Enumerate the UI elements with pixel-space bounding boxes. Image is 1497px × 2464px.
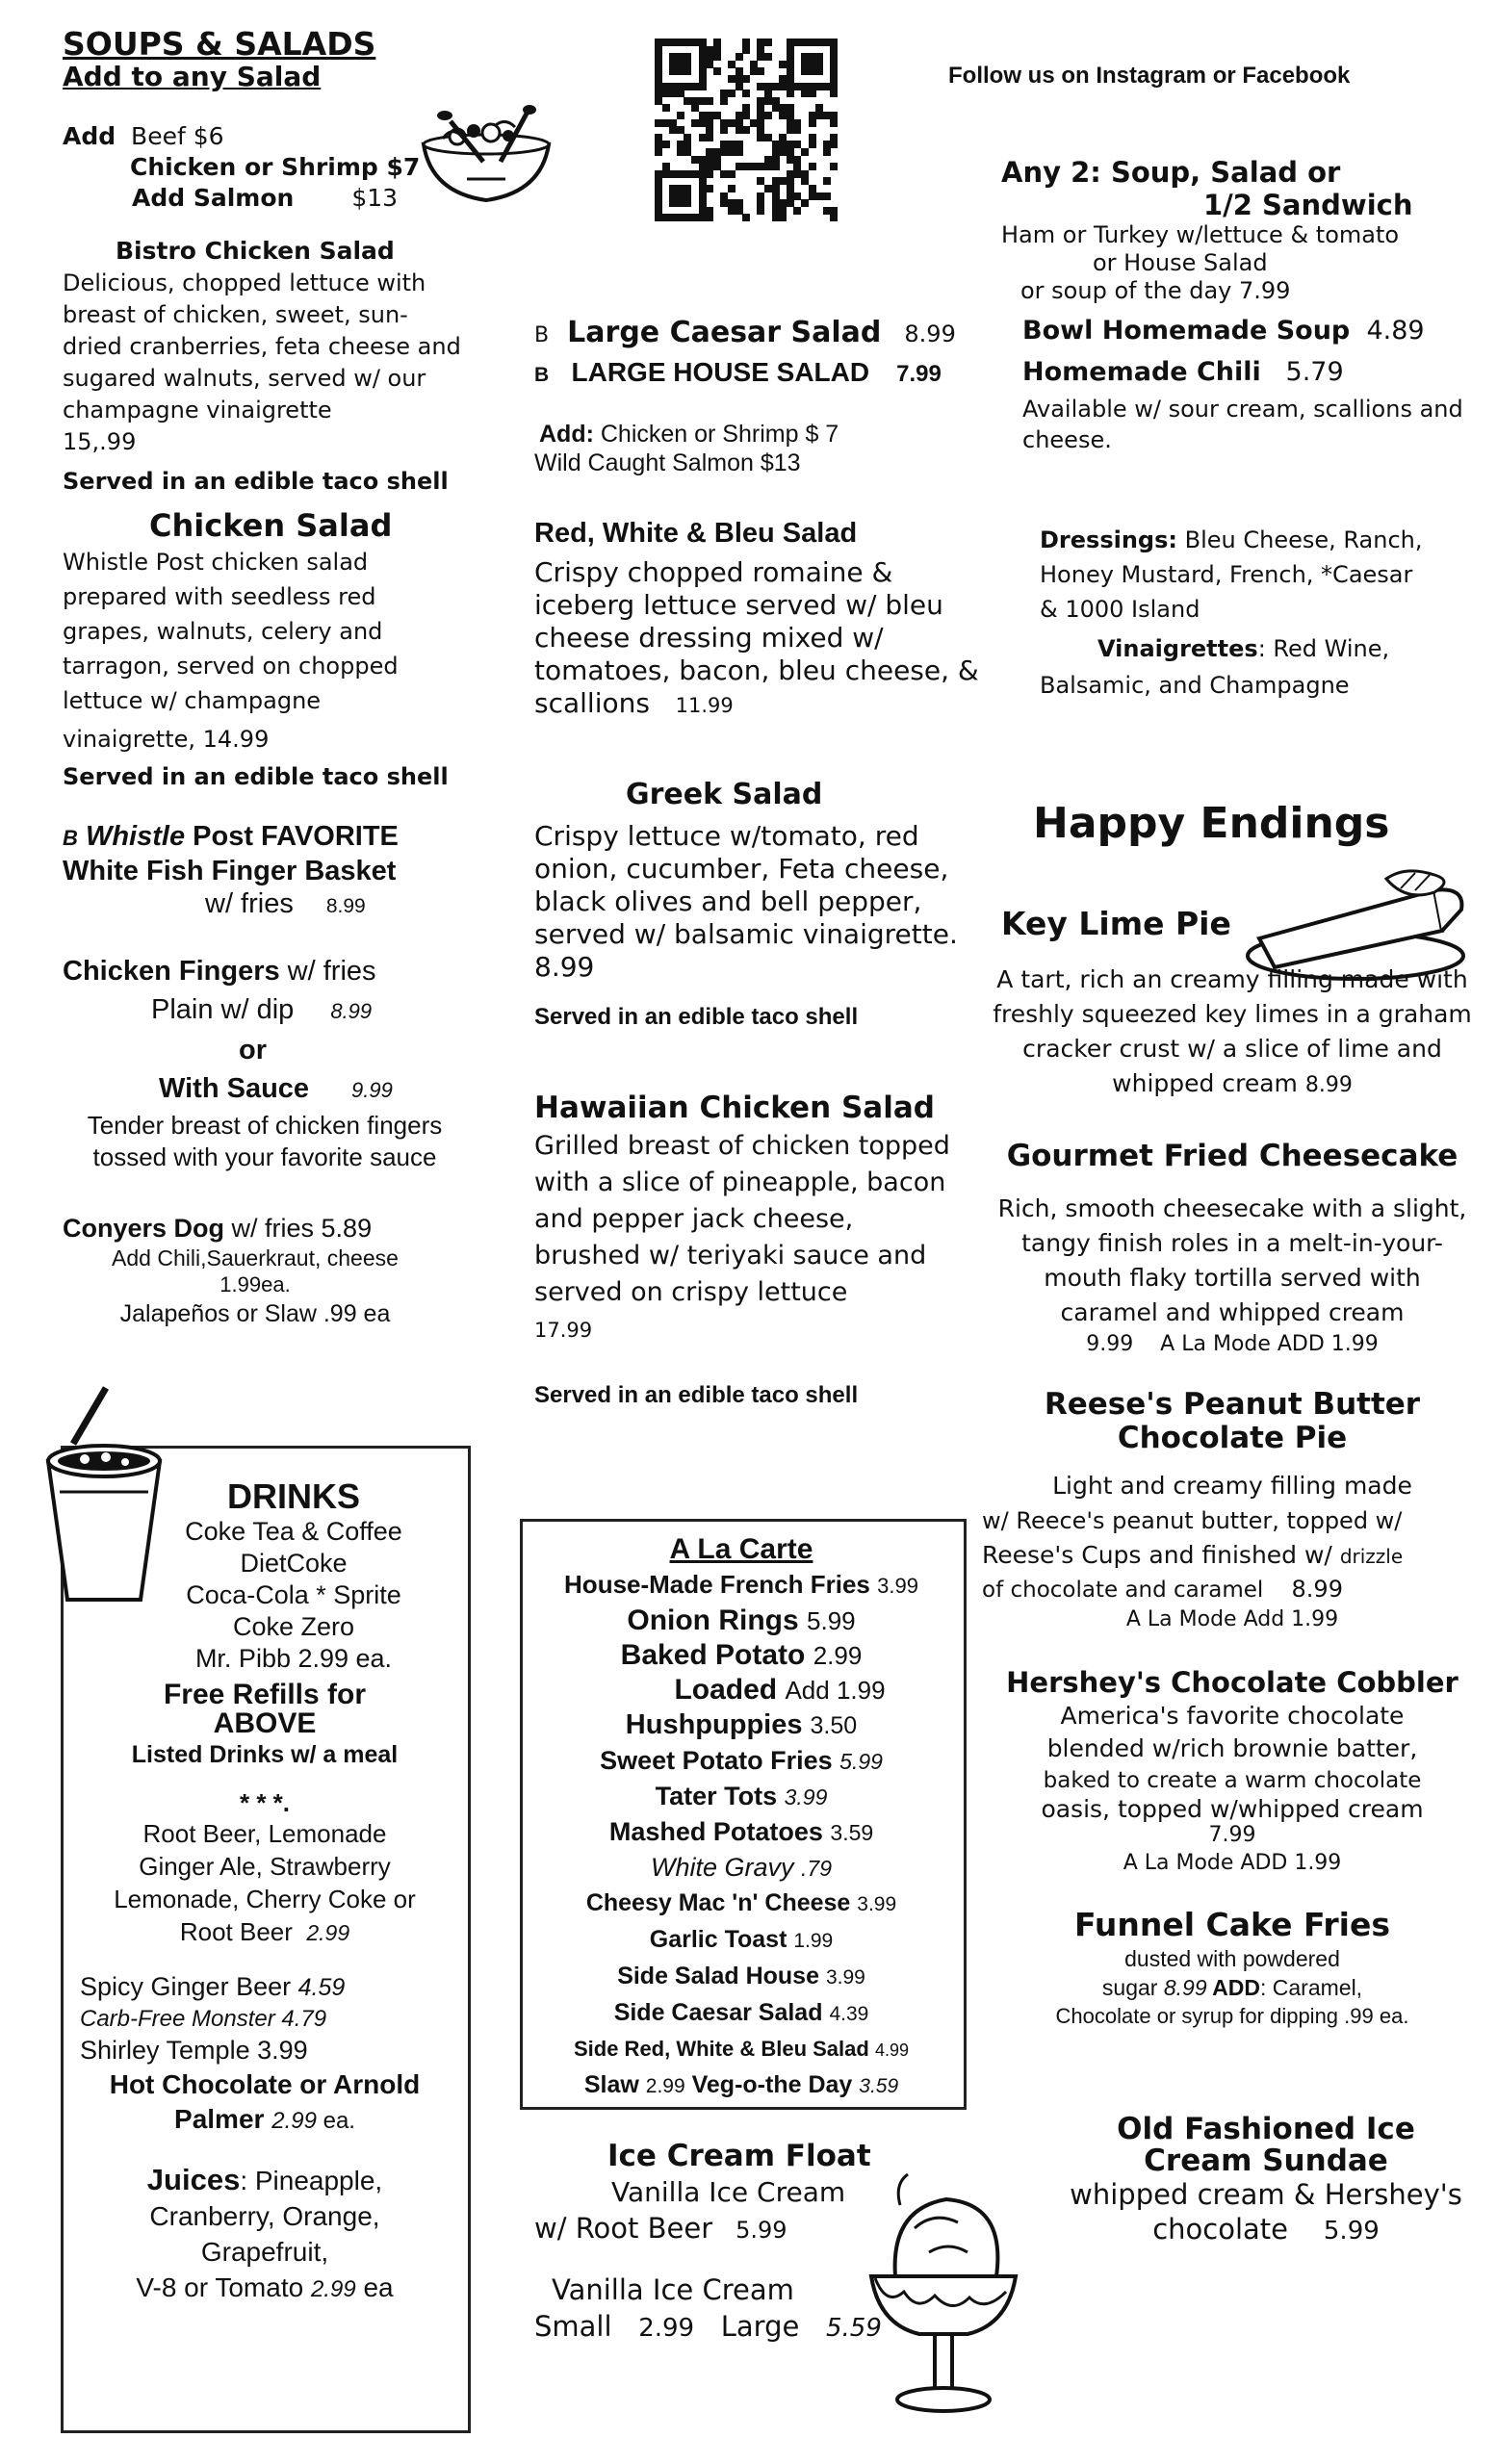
qr-module	[793, 126, 801, 134]
qr-module	[757, 207, 764, 215]
whistle-line2: White Fish Finger Basket	[63, 856, 397, 886]
homemade-chili: Homemade Chili 5.79	[1022, 357, 1344, 387]
qr-module	[713, 53, 721, 61]
alacarte-item-price: 3.99	[857, 1893, 897, 1915]
qr-module	[706, 185, 713, 192]
alacarte-item-name: Loaded	[674, 1674, 778, 1706]
chicken-salad-title: Chicken Salad	[149, 507, 393, 544]
add-chicken: Chicken or Shrimp $7	[130, 153, 421, 181]
qr-module	[728, 170, 736, 178]
alacarte-item-name: Slaw	[583, 2071, 639, 2098]
cheesecake-title: Gourmet Fried Cheesecake	[1006, 1139, 1458, 1173]
follow-us: Follow us on Instagram or Facebook	[948, 63, 1351, 89]
alacarte-item-name: Cheesy Mac 'n' Cheese	[585, 1889, 851, 1916]
qr-code-icon	[655, 38, 838, 221]
hawaiian-title: Hawaiian Chicken Salad	[534, 1091, 935, 1125]
vanilla-title: Vanilla Ice Cream	[552, 2273, 794, 2306]
qr-module	[736, 53, 743, 61]
dressings: Dressings: Bleu Cheese, Ranch, Honey Mustard, French, *Caesar & 1000 Island	[1040, 526, 1423, 623]
conyers-dog: Conyers Dog w/ fries 5.89 Add Chili,Sauerkraut, cheese 1.99ea. Jalapeños or Slaw .99 ea	[63, 1214, 399, 1327]
qr-module	[793, 207, 801, 215]
sundae-title: Old Fashioned Ice Cream Sundae	[1117, 2112, 1415, 2178]
alacarte-item-name: White Gravy	[650, 1853, 794, 1882]
qr-module	[662, 104, 670, 112]
drinks-title: DRINKS	[226, 1476, 360, 1516]
bowl-soup: Bowl Homemade Soup 4.89	[1022, 316, 1425, 346]
alacarte-item-price: 2.99	[813, 1641, 863, 1670]
qr-module	[655, 148, 662, 156]
qr-module	[823, 192, 831, 200]
alacarte-item	[525, 1567, 958, 1604]
happy-endings-title: Happy Endings	[1033, 799, 1390, 848]
reeses-title: Reese's Peanut Butter Chocolate Pie	[1044, 1387, 1421, 1455]
cheesecake-price: 9.99 A La Mode ADD 1.99	[1086, 1332, 1379, 1356]
qr-module	[830, 90, 838, 97]
alacarte-item	[525, 2067, 958, 2104]
reeses-desc: Light and creamy filling made w/ Reece's peanut butter, topped w/ Reese's Cups and finished w/ drizzle of chocolate and caramel 8.99 A La Mode Add 1.99	[982, 1472, 1412, 1631]
qr-module	[779, 214, 787, 221]
free-refills: Free Refills for ABOVE Listed Drinks w/ a meal	[131, 1679, 399, 1768]
qr-module	[757, 67, 764, 75]
add-salmon: Add Salmon	[132, 184, 295, 212]
rwb-desc: Crispy chopped romaine & iceberg lettuce served w/ bleu cheese dressing mixed w/ tomatoes, bacon, bleu cheese, & scallions 11.99	[534, 556, 979, 719]
alacarte-item-price: 3.99	[784, 1784, 828, 1810]
any2-details: Ham or Turkey w/lettuce & tomato or House Salad or soup of the day 7.99	[1001, 221, 1400, 304]
qr-module	[713, 67, 721, 75]
qr-module	[728, 185, 736, 192]
desserts-section	[982, 905, 1483, 2248]
qr-module	[677, 112, 684, 119]
qr-module	[720, 126, 728, 134]
bistro-title: Bistro Chicken Salad	[116, 237, 395, 265]
qr-module	[801, 148, 809, 156]
alacarte-item	[525, 1886, 958, 1922]
qr-module	[809, 163, 816, 170]
alacarte-title: A La Carte	[669, 1533, 813, 1565]
qr-module	[684, 67, 691, 75]
cheesecake-desc: Rich, smooth cheesecake with a slight, tangy finish roles in a melt-in-your-mouth flaky tortilla served with caramel and whipped cream	[997, 1194, 1467, 1326]
bistro-price: 15,.99	[63, 428, 137, 455]
qr-module	[699, 83, 707, 90]
drinks-stars: * * *.	[239, 1788, 291, 1817]
alacarte-item	[525, 1995, 958, 2032]
qr-module	[830, 214, 838, 221]
specialty-drinks: Spicy Ginger Beer 4.59 Carb-Free Monster 4.79 Shirley Temple 3.99	[80, 1972, 346, 2065]
alacarte-item-name: Garlic Toast	[649, 1926, 787, 1953]
right-column	[1001, 156, 1483, 704]
chicken-salad-desc: Whistle Post chicken salad prepared with seedless red grapes, walnuts, celery and tarragon, served on chopped lettuce w/ champagne	[63, 549, 399, 714]
funnel-title: Funnel Cake Fries	[1073, 1906, 1391, 1943]
cobbler-desc: America's favorite chocolate blended w/rich brownie batter, baked to create a warm chocolate oasis, topped w/whipped cream 7.99 A La Mode ADD 1.99	[1041, 1702, 1424, 1875]
alacarte-item-name: Onion Rings	[627, 1604, 799, 1636]
qr-module	[787, 90, 794, 97]
alacarte-item-price: 4.39	[829, 2003, 869, 2025]
vanilla-sizes: Small 2.99 Large 5.59	[534, 2310, 882, 2343]
alacarte-item	[525, 1673, 958, 1707]
alacarte-item-name: Hushpuppies	[625, 1709, 803, 1740]
qr-module	[662, 141, 670, 148]
qr-module	[720, 97, 728, 105]
hawaiian-taco-shell: Served in an edible taco shell	[534, 1382, 859, 1408]
add-beef: Beef $6	[131, 122, 224, 150]
hot-chocolate: Hot Chocolate or Arnold Palmer 2.99 ea.	[109, 2069, 421, 2134]
add-word: Add	[63, 122, 116, 150]
alacarte-item-price: 5.99	[839, 1749, 883, 1774]
qr-module	[684, 199, 691, 207]
qr-module	[830, 163, 838, 170]
alacarte-item	[525, 1743, 958, 1779]
qr-module	[706, 134, 713, 141]
qr-module	[809, 141, 816, 148]
bistro-desc: Delicious, chopped lettuce with breast of chicken, sweet, sun-dried cranberries, feta cheese and sugared walnuts, served w/ our champagne vinaigrette	[63, 270, 461, 424]
alacarte-item	[525, 2032, 958, 2067]
qr-module	[809, 119, 816, 127]
qr-module	[764, 38, 772, 46]
qr-module	[823, 148, 831, 156]
sundae-desc: whipped cream & Hershey's chocolate 5.99	[1070, 2178, 1462, 2246]
refill-drinks-list: Root Beer, Lemonade Ginger Ale, Strawberry Lemonade, Cherry Coke or Root Beer 2.99	[114, 1819, 416, 1946]
chicken-salad-taco-shell: Served in an edible taco shell	[63, 763, 449, 790]
greek-title: Greek Salad	[626, 778, 823, 811]
alacarte-item-name: Veg-o-the Day	[691, 2071, 853, 2098]
qr-module	[764, 53, 772, 61]
left-column	[63, 27, 477, 1329]
alacarte-item-price: 3.59	[830, 1820, 874, 1845]
alacarte-item-name: Side Red, White & Bleu Salad	[573, 2037, 869, 2061]
float-title: Ice Cream Float	[607, 2139, 871, 2173]
alacarte-item-price: 1.99	[793, 1930, 834, 1952]
alacarte-section	[525, 1532, 958, 2104]
alacarte-item-price: 3.50	[810, 1712, 858, 1739]
float-line2: w/ Root Beer 5.99	[534, 2212, 787, 2245]
fingers-desc: Tender breast of chicken fingers tossed with your favorite sauce	[87, 1111, 443, 1171]
alacarte-item-price: Add 1.99	[785, 1676, 886, 1705]
alacarte-list	[525, 1567, 958, 2104]
alacarte-item-price: 3.59	[859, 2075, 899, 2097]
alacarte-item	[525, 1922, 958, 1959]
qr-module	[742, 90, 750, 97]
middle-add-ons: Add: Chicken or Shrimp $ 7 Wild Caught Salmon $13	[534, 421, 839, 476]
keylime-title: Key Lime Pie	[1001, 905, 1231, 942]
qr-module	[736, 148, 743, 156]
hawaiian-desc: Grilled breast of chicken topped with a slice of pineapple, bacon and pepper jack cheese, brushed w/ teriyaki sauce and served on crispy lettuce17.99	[534, 1131, 950, 1342]
keylime-desc: A tart, rich an creamy filling made with freshly squeezed key limes in a graham cracker crust w/ a slice of lime and whipped cream 8.99	[993, 965, 1472, 1097]
middle-column	[534, 314, 987, 1410]
funnel-desc: dusted with powdered sugar 8.99 ADD: Caramel, Chocolate or syrup for dipping .99 ea.	[1055, 1946, 1409, 2028]
alacarte-item-price: 2.99	[645, 2075, 685, 2097]
alacarte-item-price: 5.99	[807, 1606, 856, 1635]
alacarte-item-name: House-Made French Fries	[564, 1570, 870, 1599]
qr-module	[830, 141, 838, 148]
qr-module	[706, 170, 713, 178]
qr-module	[728, 90, 736, 97]
alacarte-item-name: Side Salad House	[617, 1963, 819, 1989]
drinks-list: Coke Tea & Coffee DietCoke Coca-Cola * Sprite Coke Zero Mr. Pibb 2.99 ea.	[185, 1517, 402, 1673]
vinaigrettes: Vinaigrettes: Red Wine, Balsamic, and Champagne	[1040, 635, 1390, 699]
alacarte-item	[525, 1779, 958, 1814]
alacarte-item-name: Sweet Potato Fries	[600, 1746, 833, 1775]
alacarte-item-price: .79	[801, 1856, 833, 1881]
chicken-salad-price: vinaigrette, 14.99	[63, 726, 270, 753]
rwb-title: Red, White & Bleu Salad	[534, 518, 858, 549]
greek-taco-shell: Served in an edible taco shell	[534, 1004, 859, 1030]
qr-module	[706, 214, 713, 221]
qr-module	[742, 46, 750, 54]
qr-module	[809, 90, 816, 97]
drinks-section	[72, 1477, 457, 2307]
any2-heading: Any 2: Soup, Salad or 1/2 Sandwich	[1001, 156, 1413, 221]
add-salmon-price: $13	[351, 184, 399, 212]
soups-subtitle: Add to any Salad	[63, 61, 322, 92]
soups-title: SOUPS & SALADS	[63, 25, 376, 63]
alacarte-item	[525, 1638, 958, 1673]
alacarte-item	[525, 1604, 958, 1638]
chili-desc: Available w/ sour cream, scallions and cheese.	[1022, 396, 1463, 453]
greek-desc: Crispy lettuce w/tomato, red onion, cucumber, Feta cheese, black olives and bell pepper, served w/ balsamic vinaigrette. 8.99	[534, 820, 958, 983]
qr-module	[815, 67, 823, 75]
qr-module	[801, 199, 809, 207]
large-caesar: B Large Caesar Salad 8.99	[534, 316, 956, 349]
qr-module	[742, 75, 750, 83]
alacarte-item-price: 4.99	[874, 2040, 909, 2060]
alacarte-item-name: Baked Potato	[620, 1639, 806, 1671]
alacarte-item	[525, 1814, 958, 1850]
alacarte-item	[525, 1959, 958, 1995]
qr-module	[772, 163, 780, 170]
alacarte-item-name: Tater Tots	[655, 1782, 778, 1810]
qr-module	[742, 214, 750, 221]
whistle-favorite: B Whistle Post FAVORITE White Fish Finger Basket w/ fries 8.99	[63, 820, 477, 923]
juices: Juices: Pineapple, Cranberry, Orange, Grapefruit, V-8 or Tomato 2.99 ea	[136, 2163, 394, 2302]
qr-module	[742, 126, 750, 134]
alacarte-item	[525, 1850, 958, 1886]
alacarte-item-price: 3.99	[825, 1966, 865, 1989]
chicken-fingers: Chicken Fingers w/ fries Plain w/ dip 8.99 or With Sauce 9.99 Tender breast of chicken fingers tossed with your favorite sauce	[63, 952, 477, 1173]
bistro-taco-shell: Served in an edible taco shell	[63, 468, 449, 495]
alacarte-item-price: 3.99	[877, 1574, 918, 1598]
large-house: B LARGE HOUSE SALAD 7.99	[534, 357, 942, 387]
qr-module	[823, 177, 831, 185]
qr-module	[764, 112, 772, 119]
qr-module	[706, 97, 713, 105]
alacarte-item-name: Side Caesar Salad	[613, 1999, 823, 2026]
float-line1: Vanilla Ice Cream	[611, 2176, 846, 2208]
qr-module	[830, 119, 838, 127]
salad-bowl-icon	[414, 104, 558, 205]
alacarte-item-name: Mashed Potatoes	[608, 1817, 823, 1846]
alacarte-item	[525, 1707, 958, 1743]
cobbler-title: Hershey's Chocolate Cobbler	[1006, 1666, 1458, 1699]
